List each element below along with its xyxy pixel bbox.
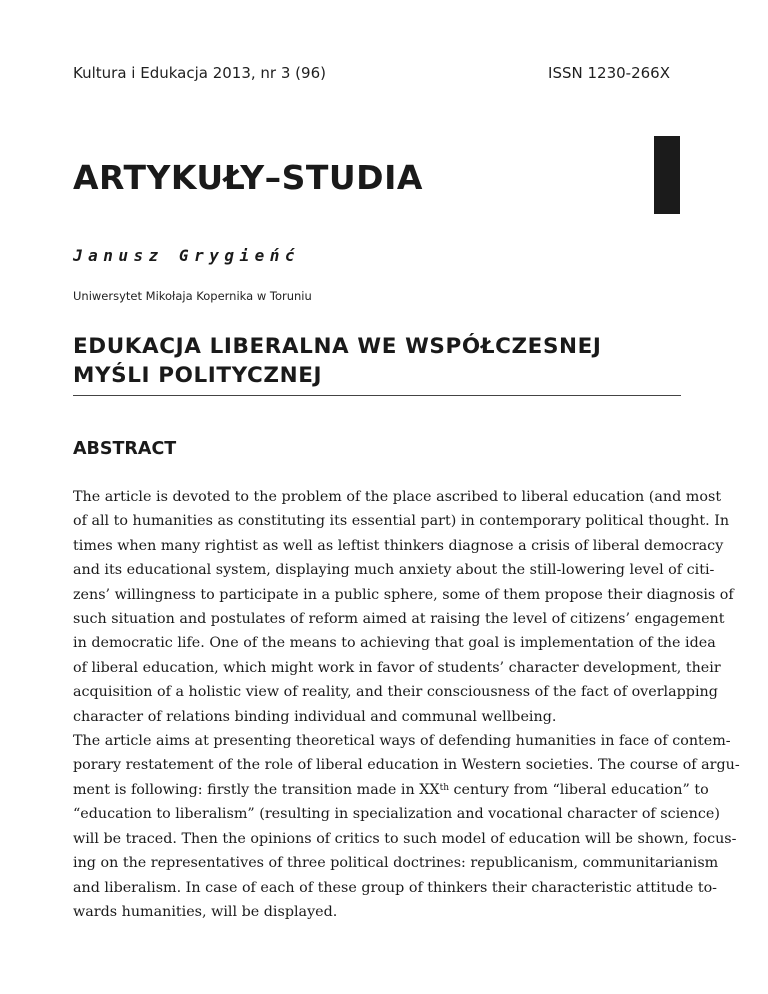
- abstract-line: of all to humanities as constituting its essential part) in contemporary political thought. In: [73, 513, 730, 530]
- abstract-line: acquisition of a holistic view of reality, and their consciousness of the fact of overlapping: [73, 684, 718, 701]
- abstract-line: and liberalism. In case of each of these group of thinkers their characteristic attitude to-: [73, 879, 718, 896]
- article-title: [73, 332, 681, 396]
- section-marker-bar: [654, 136, 680, 214]
- abstract-line: ing on the representatives of three political doctrines: republicanism, communitarianism: [73, 855, 719, 872]
- issn: ISSN 1230-266X: [548, 64, 670, 82]
- article-title-line: MYŚLI POLITYCZNEJ: [73, 363, 323, 388]
- superscript: th: [439, 782, 449, 793]
- section-title: ARTYKUŁY–STUDIA: [73, 158, 423, 197]
- abstract-line-tail: century from “liberal education” to: [449, 781, 709, 798]
- abstract-line: times when many rightist as well as leftist thinkers diagnose a crisis of liberal democracy: [73, 537, 724, 554]
- abstract-body: [73, 485, 740, 924]
- abstract-line: such situation and postulates of reform aimed at raising the level of citizens’ engagement: [73, 611, 725, 628]
- abstract-line: The article is devoted to the problem of the place ascribed to liberal education (and most: [73, 489, 722, 505]
- author-affiliation: Uniwersytet Mikołaja Kopernika w Toruniu: [73, 289, 312, 303]
- author-name: Janusz Grygieńć: [73, 246, 300, 265]
- abstract-line: wards humanities, will be displayed.: [73, 903, 338, 920]
- journal-citation: Kultura i Edukacja 2013, nr 3 (96): [73, 64, 326, 82]
- article-title-line: EDUKACJA LIBERALNA WE WSPÓŁCZESNEJ: [73, 334, 602, 359]
- abstract-line: of liberal education, which might work in favor of students’ character development, their: [73, 659, 721, 676]
- abstract-line: in democratic life. One of the means to achieving that goal is implementation of the idea: [73, 635, 716, 652]
- abstract-line-head: ment is following: firstly the transition made in XX: [73, 781, 440, 798]
- abstract-heading: ABSTRACT: [73, 439, 177, 459]
- abstract-line: and its educational system, displaying much anxiety about the still-lowering level of citi-: [73, 562, 715, 579]
- abstract-line: will be traced. Then the opinions of critics to such model of education will be shown, focus-: [73, 830, 737, 847]
- abstract-line: “education to liberalism” (resulting in specialization and vocational character of science): [73, 806, 720, 823]
- abstract-line: character of relations binding individual and communal wellbeing.: [73, 708, 557, 725]
- abstract-line-with-superscript: [73, 778, 709, 802]
- abstract-line: The article aims at presenting theoretical ways of defending humanities in face of contem-: [73, 733, 731, 750]
- abstract-line: zens’ willingness to participate in a public sphere, some of them propose their diagnosis of: [73, 586, 734, 603]
- abstract-line: porary restatement of the role of liberal education in Western societies. The course of argu-: [73, 757, 740, 774]
